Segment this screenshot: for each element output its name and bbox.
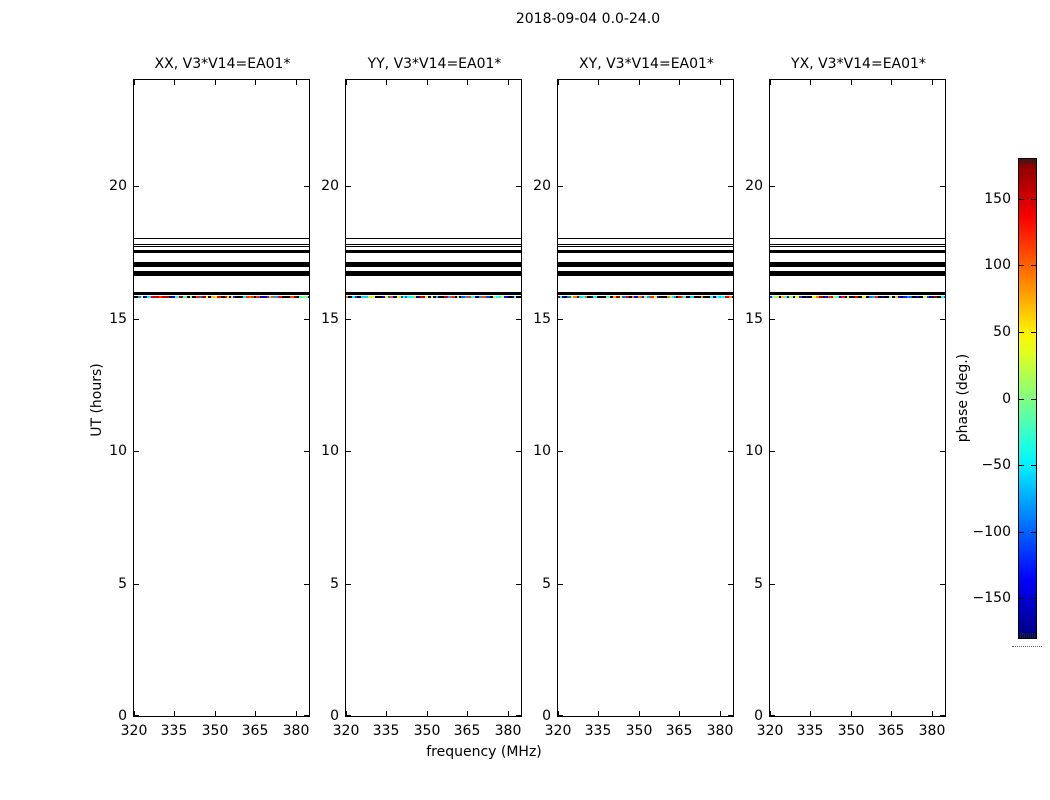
x-tick-label: 380	[282, 723, 310, 739]
y-tick	[346, 186, 351, 187]
colorbar-tick	[1031, 199, 1036, 200]
colorbar-tick-label: 50	[993, 324, 1011, 340]
y-tick	[940, 584, 945, 585]
noise-pixel	[732, 296, 733, 298]
colorbar-edge-hatch	[1028, 633, 1029, 638]
colorbar-edge-hatch	[1022, 633, 1023, 638]
y-tick-label: 0	[542, 708, 551, 724]
y-tick	[134, 451, 139, 452]
x-tick	[891, 711, 892, 716]
colorbar-tick	[1031, 265, 1036, 266]
x-tick	[467, 711, 468, 716]
x-tick	[598, 711, 599, 716]
y-tick-label: 5	[754, 576, 763, 592]
y-tick	[770, 451, 775, 452]
colorbar-tick	[1019, 199, 1024, 200]
x-tick	[386, 80, 387, 85]
time-band	[346, 250, 521, 252]
time-band	[134, 246, 309, 248]
time-band	[346, 262, 521, 267]
colorbar-edge-hatch	[1026, 159, 1027, 164]
y-tick-label: 0	[330, 708, 339, 724]
x-tick	[508, 711, 509, 716]
colorbar-tick-label: −50	[981, 457, 1011, 473]
x-tick	[932, 711, 933, 716]
colorbar-edge-hatch	[1024, 159, 1025, 164]
time-band	[558, 246, 733, 248]
time-band	[346, 244, 521, 245]
colorbar-tick	[1019, 532, 1024, 533]
time-band	[770, 244, 945, 245]
noise-band	[770, 296, 945, 298]
y-tick	[346, 451, 351, 452]
y-tick	[770, 584, 775, 585]
x-axis-label: frequency (MHz)	[426, 744, 542, 760]
colorbar-axis-label: phase (deg.)	[955, 353, 971, 443]
x-tick-label: 350	[837, 723, 865, 739]
y-tick-label: 0	[754, 708, 763, 724]
time-band	[770, 271, 945, 275]
colorbar-edge-hatch	[1034, 633, 1035, 638]
colorbar-tick	[1019, 465, 1024, 466]
colorbar-edge-hatch	[1032, 159, 1033, 164]
colorbar-edge-hatch	[1020, 633, 1021, 638]
y-tick	[346, 584, 351, 585]
x-tick	[296, 711, 297, 716]
colorbar-minor-dots	[1012, 646, 1042, 647]
x-tick	[255, 711, 256, 716]
colorbar-tick	[1031, 332, 1036, 333]
time-band	[770, 262, 945, 267]
colorbar-tick	[1031, 532, 1036, 533]
y-tick-label: 5	[330, 576, 339, 592]
subplot-title-yy: YY, V3*V14=EA01*	[367, 56, 502, 72]
time-band	[558, 271, 733, 275]
subplot-title-xy: XY, V3*V14=EA01*	[579, 56, 714, 72]
y-tick	[558, 715, 563, 716]
subplot-title-xx: XX, V3*V14=EA01*	[154, 56, 291, 72]
y-tick-label: 20	[109, 178, 127, 194]
noise-band	[558, 296, 733, 298]
time-band	[134, 262, 309, 267]
x-tick	[255, 80, 256, 85]
y-tick	[134, 584, 139, 585]
time-band	[558, 244, 733, 245]
y-tick-label: 20	[321, 178, 339, 194]
y-tick-label: 15	[533, 311, 551, 327]
x-tick	[679, 711, 680, 716]
x-tick	[427, 711, 428, 716]
y-tick	[558, 584, 563, 585]
x-tick	[810, 711, 811, 716]
time-band	[346, 238, 521, 239]
y-tick-label: 20	[533, 178, 551, 194]
colorbar-tick	[1031, 598, 1036, 599]
x-tick	[174, 711, 175, 716]
y-tick	[134, 319, 139, 320]
x-tick-label: 320	[332, 723, 360, 739]
time-band	[134, 238, 309, 239]
x-tick	[174, 80, 175, 85]
colorbar-tick	[1031, 399, 1036, 400]
x-tick	[215, 80, 216, 85]
x-tick	[720, 80, 721, 85]
x-tick-label: 350	[413, 723, 441, 739]
y-tick	[770, 186, 775, 187]
y-tick	[940, 186, 945, 187]
time-band	[558, 250, 733, 252]
x-tick-label: 350	[201, 723, 229, 739]
colorbar-tick	[1031, 465, 1036, 466]
x-tick	[346, 80, 347, 85]
x-tick-label: 320	[120, 723, 148, 739]
x-tick-label: 365	[241, 723, 269, 739]
x-tick-label: 320	[756, 723, 784, 739]
y-tick	[346, 319, 351, 320]
y-tick	[940, 451, 945, 452]
x-tick-label: 335	[160, 723, 188, 739]
time-band	[770, 250, 945, 252]
y-tick	[940, 715, 945, 716]
x-tick	[810, 80, 811, 85]
y-tick	[940, 319, 945, 320]
y-tick	[346, 715, 351, 716]
noise-pixel	[519, 296, 521, 298]
y-tick-label: 15	[745, 311, 763, 327]
y-tick-label: 10	[321, 443, 339, 459]
time-band	[770, 246, 945, 248]
colorbar-tick-label: −150	[972, 590, 1011, 606]
y-tick	[558, 319, 563, 320]
colorbar-tick	[1019, 598, 1024, 599]
x-tick	[851, 711, 852, 716]
time-band	[134, 244, 309, 245]
x-tick	[558, 80, 559, 85]
x-tick	[639, 80, 640, 85]
colorbar-tick-label: 0	[1002, 391, 1011, 407]
x-tick	[134, 80, 135, 85]
subplot-title-yx: YX, V3*V14=EA01*	[791, 56, 926, 72]
x-tick-label: 380	[494, 723, 522, 739]
x-tick	[639, 711, 640, 716]
time-band	[346, 246, 521, 248]
subplot-panel-yy	[321, 56, 522, 739]
x-tick	[215, 711, 216, 716]
y-tick	[558, 186, 563, 187]
colorbar-edge-hatch	[1030, 159, 1031, 164]
noise-pixel	[944, 296, 945, 298]
x-tick-label: 365	[453, 723, 481, 739]
y-tick-label: 10	[109, 443, 127, 459]
y-tick-label: 5	[542, 576, 551, 592]
x-tick	[427, 80, 428, 85]
colorbar-edge-hatch	[1034, 159, 1035, 164]
x-tick-label: 350	[625, 723, 653, 739]
colorbar-tick	[1019, 332, 1024, 333]
subplot-panel-yx	[745, 56, 946, 739]
subplot-panel-xy	[533, 56, 734, 739]
x-tick	[386, 711, 387, 716]
x-tick-label: 365	[877, 723, 905, 739]
figure-title: 2018-09-04 0.0-24.0	[515, 11, 661, 27]
time-band	[134, 271, 309, 275]
colorbar	[972, 158, 1037, 639]
x-tick-label: 380	[918, 723, 946, 739]
x-tick	[851, 80, 852, 85]
y-tick-label: 20	[745, 178, 763, 194]
colorbar-tick-label: 150	[984, 191, 1011, 207]
colorbar-edge-hatch	[1026, 633, 1027, 638]
colorbar-edge-hatch	[1024, 633, 1025, 638]
x-tick	[720, 711, 721, 716]
x-tick-label: 335	[372, 723, 400, 739]
colorbar-tick	[1019, 399, 1024, 400]
y-tick-label: 10	[533, 443, 551, 459]
colorbar-tick	[1019, 265, 1024, 266]
y-tick-label: 15	[109, 311, 127, 327]
colorbar-edge-hatch	[1020, 159, 1021, 164]
colorbar-edge-hatch	[1028, 159, 1029, 164]
time-band	[346, 271, 521, 275]
noise-band	[346, 296, 521, 298]
time-band	[770, 238, 945, 239]
x-tick-label: 365	[665, 723, 693, 739]
x-tick-label: 320	[544, 723, 572, 739]
colorbar-edge-hatch	[1030, 633, 1031, 638]
y-tick	[558, 451, 563, 452]
y-tick	[770, 319, 775, 320]
y-tick-label: 0	[118, 708, 127, 724]
colorbar-edge-hatch	[1032, 633, 1033, 638]
time-band	[558, 262, 733, 267]
x-tick	[467, 80, 468, 85]
x-tick	[891, 80, 892, 85]
y-axis-label: UT (hours)	[89, 363, 105, 437]
time-band	[134, 250, 309, 252]
y-tick-label: 10	[745, 443, 763, 459]
time-band	[558, 238, 733, 239]
x-tick	[679, 80, 680, 85]
colorbar-tick-label: −100	[972, 524, 1011, 540]
y-tick	[770, 715, 775, 716]
x-tick	[932, 80, 933, 85]
y-tick-label: 15	[321, 311, 339, 327]
colorbar-edge-hatch	[1022, 159, 1023, 164]
x-tick-label: 335	[796, 723, 824, 739]
subplot-panel-xx	[109, 56, 310, 739]
x-tick	[770, 80, 771, 85]
x-tick	[508, 80, 509, 85]
noise-pixel	[308, 296, 309, 298]
y-tick	[134, 715, 139, 716]
y-tick	[134, 186, 139, 187]
noise-band	[134, 296, 309, 298]
x-tick	[296, 80, 297, 85]
y-tick-label: 5	[118, 576, 127, 592]
x-tick-label: 335	[584, 723, 612, 739]
x-tick	[598, 80, 599, 85]
colorbar-tick-label: 100	[984, 257, 1011, 273]
x-tick-label: 380	[706, 723, 734, 739]
